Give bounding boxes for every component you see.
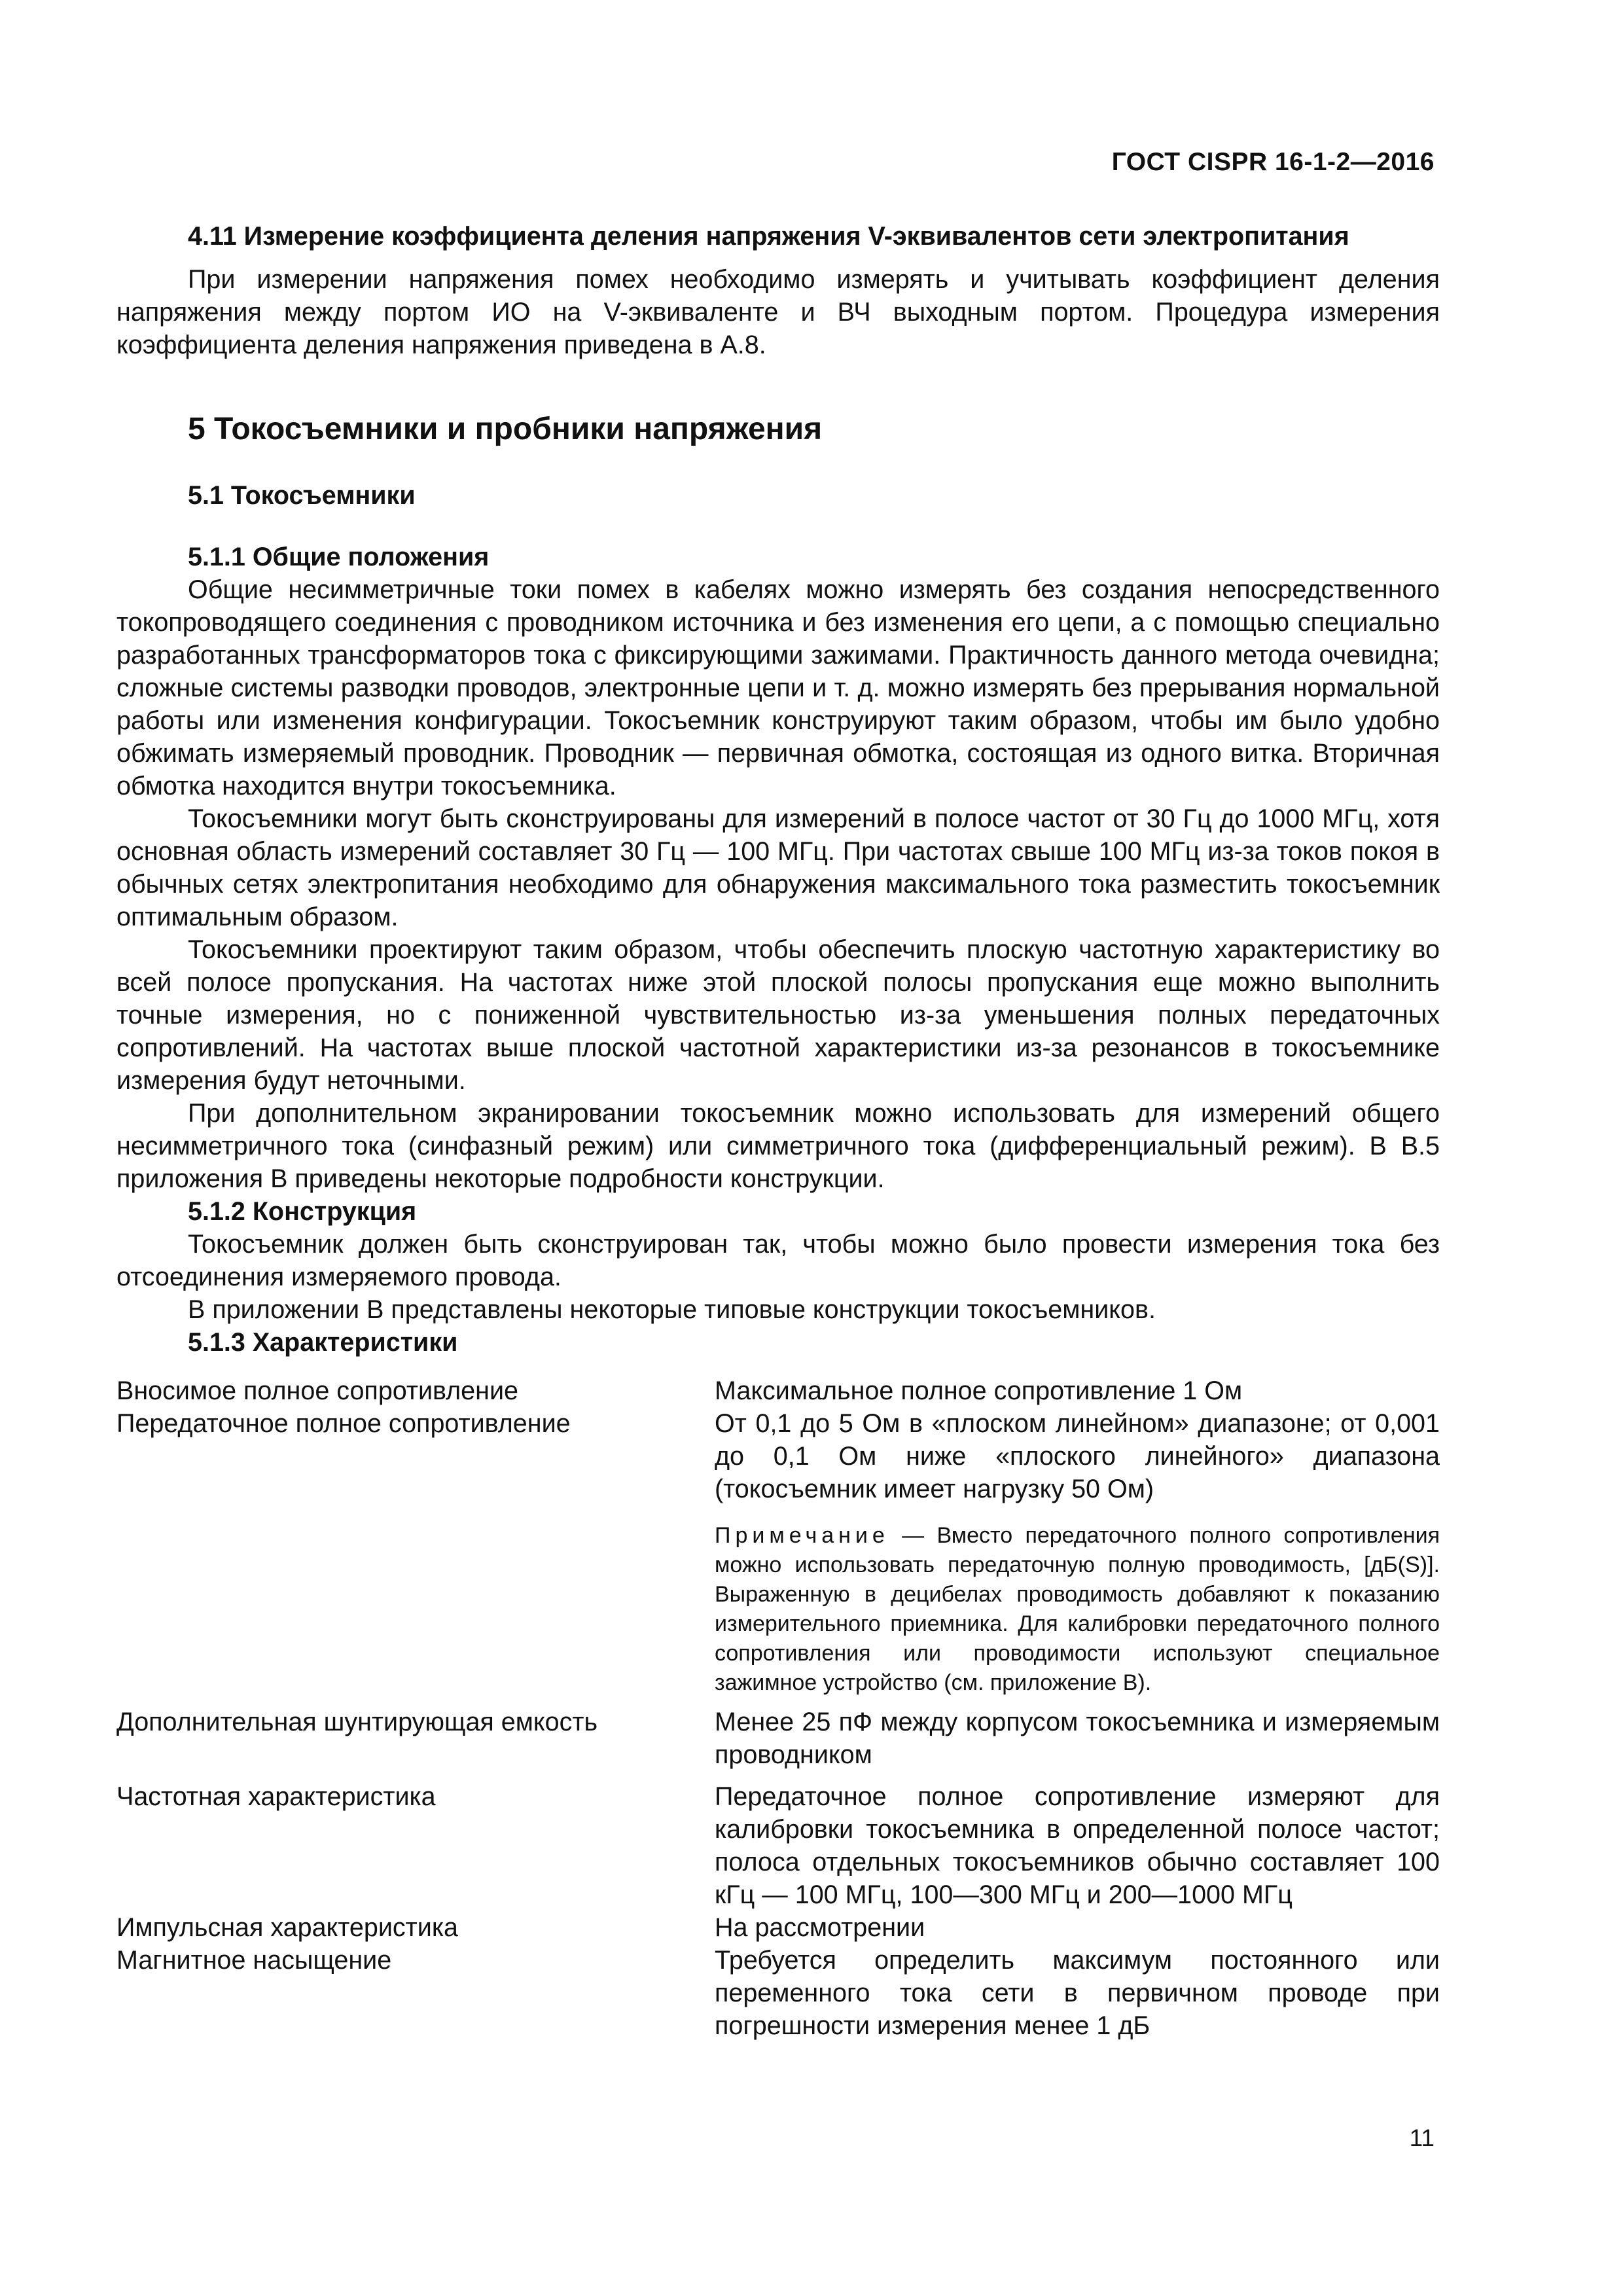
characteristic-label: Импульсная характеристика	[116, 1913, 458, 1942]
note-text	[715, 1521, 1440, 1698]
characteristic-value: Максимальное полное сопротивление 1 Ом	[715, 1376, 1243, 1405]
section-5-1-1-paragraph: Токосъемники могут быть сконструированы для измерений в полосе частот от 30 Гц до 1000 МГц, хотя основная область измерений составляет 30 Гц — 100 МГц. При частотах свыше 100 МГц из-за токов покоя в обычных сетях электропитания необходимо для обнаружения максимального тока разместить токосъемник оптимальным образом.	[116, 804, 1440, 931]
section-5-1-1-heading: 5.1.1 Общие положения	[188, 543, 490, 571]
note-body: — Вместо передаточного полного сопротивления можно использовать передаточную полную проводимость, [дБ(S)]. Выраженную в децибелах проводимость добавляют к показанию измерительного приемника. Для калибровки передаточного полного сопротивления или проводимости используют специальное зажимное устройство (см. приложение В).	[715, 1523, 1440, 1695]
section-5-1-3-heading: 5.1.3 Характеристики	[188, 1328, 458, 1357]
section-5-1-1-paragraph: Общие несимметричные токи помех в кабелях можно измерять без создания непосредственного токопроводящего соединения с проводником источника и без изменения его цепи, а с помощью специально разработанных трансформаторов тока с фиксирующими зажимами. Практичность данного метода очевидна; сложные системы разводки проводов, электронные цепи и т. д. можно измерять без прерывания нормальной работы или изменения конфигурации. Токосъемник конструируют таким образом, чтобы им было удобно обжимать измеряемый проводник. Проводник — первичная обмотка, состоящая из одного витка. Вторичная обмотка находится внутри токосъемника.	[116, 575, 1440, 800]
characteristics-row	[116, 1706, 1440, 1771]
page-number: 11	[1409, 2125, 1435, 2151]
characteristic-value: На рассмотрении	[715, 1913, 925, 1942]
section-5-1-1-paragraph: Токосъемники проектируют таким образом, чтобы обеспечить плоскую частотную характеристику во всей полосе пропускания. На частотах ниже этой плоской полосы пропускания еще можно выполнить точные измерения, но с пониженной чувствительностью из-за уменьшения полных передаточных сопротивлений. На частотах выше плоской частотной характеристики из-за резонансов в токосъемнике измерения будут неточными.	[116, 935, 1440, 1095]
section-5-1-1-paragraph: При дополнительном экранировании токосъемник можно использовать для измерений общего несимметричного тока (синфазный режим) или симметричного тока (дифференциальный режим). В В.5 приложения В приведены некоторые подробности конструкции.	[116, 1099, 1440, 1193]
section-5-1-2-paragraph: В приложении В представлены некоторые типовые конструкции токосъемников.	[188, 1295, 1156, 1324]
characteristics-row	[116, 1374, 1440, 1407]
note-label: Примечание	[715, 1523, 889, 1548]
section-5-1-2-paragraph: Токосъемник должен быть сконструирован так, чтобы можно было провести измерения тока без отсоединения измеряемого провода.	[116, 1230, 1440, 1291]
section-4-11-paragraph: При измерении напряжения помех необходимо измерять и учитывать коэффициент деления напряжения между портом ИО на V-эквиваленте и ВЧ выходным портом. Процедура измерения коэффициента деления напряжения приведена в А.8.	[116, 265, 1440, 359]
characteristics-table	[116, 1374, 1440, 2042]
characteristic-label: Частотная характеристика	[116, 1782, 436, 1811]
page-content	[116, 220, 1440, 2042]
characteristics-row	[116, 1407, 1440, 1505]
characteristics-row	[116, 1911, 1440, 1944]
section-5-1-heading: 5.1 Токосъемники	[188, 481, 416, 510]
characteristics-row	[116, 1944, 1440, 2042]
document-code-header: ГОСТ CISPR 16-1-2—2016	[1111, 148, 1435, 176]
characteristic-label: Вносимое полное сопротивление	[116, 1376, 518, 1405]
characteristic-label: Дополнительная шунтирующая емкость	[116, 1708, 598, 1736]
section-5-heading: 5 Токосъемники и пробники напряжения	[188, 412, 823, 446]
characteristic-value: Менее 25 пФ между корпусом токосъемника и измеряемым проводником	[715, 1708, 1440, 1769]
characteristic-value: От 0,1 до 5 Ом в «плоском линейном» диапазоне; от 0,001 до 0,1 Ом ниже «плоского линейного» диапазона (токосъемник имеет нагрузку 50 Ом)	[715, 1409, 1440, 1503]
characteristic-value: Требуется определить максимум постоянного или переменного тока сети в первичном проводе при погрешности измерения менее 1 дБ	[715, 1946, 1440, 2040]
characteristics-row	[116, 1780, 1440, 1911]
note-block	[116, 1521, 1440, 1698]
section-4-11-heading: 4.11 Измерение коэффициента деления напряжения V-эквивалентов сети электропитания	[188, 222, 1349, 251]
characteristic-label: Магнитное насыщение	[116, 1946, 392, 1975]
section-5-1-2-heading: 5.1.2 Конструкция	[188, 1197, 417, 1226]
characteristic-label: Передаточное полное сопротивление	[116, 1409, 571, 1438]
characteristic-value: Передаточное полное сопротивление измеряют для калибровки токосъемника в определенной полосе частот; полоса отдельных токосъемников обычно составляет 100 кГц — 100 МГц, 100—300 МГц и 200—1000 МГц	[715, 1782, 1440, 1909]
